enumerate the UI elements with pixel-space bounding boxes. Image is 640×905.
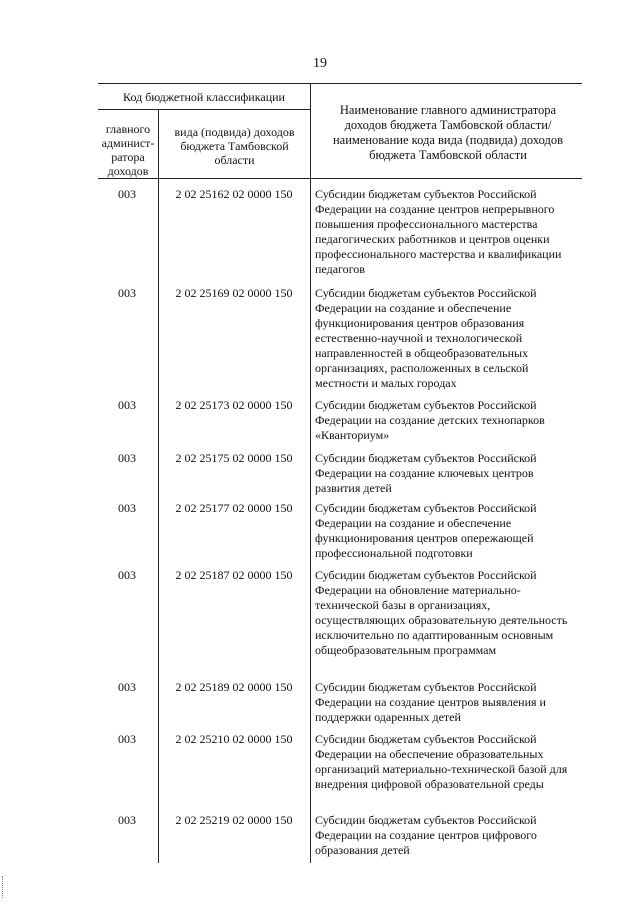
group-header-rule	[98, 109, 310, 110]
header-group-title: Код бюджетной классификации	[123, 90, 285, 104]
revenue-code-cell: 2 02 25162 02 0000 150	[175, 187, 293, 201]
col-divider-1	[158, 109, 159, 178]
revenue-name-cell: Субсидии бюджетам субъектов Российской Федерации на создание детских технопарков «Кванториум»	[315, 398, 545, 442]
header-name-column: Наименование главного администратора доходов бюджета Тамбовской области/наименование кода вида (подвида) доходов бюджета Тамбовской области	[332, 103, 563, 162]
scan-edge-mark	[2, 876, 6, 898]
revenue-code-cell: 2 02 25175 02 0000 150	[175, 451, 293, 465]
admin-code-cell: 003	[118, 680, 136, 694]
admin-code-cell: 003	[118, 813, 136, 827]
page-number: 19	[313, 56, 327, 71]
admin-code-cell: 003	[118, 568, 136, 582]
admin-code-cell: 003	[118, 187, 136, 201]
col-divider-2	[310, 83, 311, 863]
revenue-code-cell: 2 02 25187 02 0000 150	[175, 568, 293, 582]
table-top-rule	[98, 83, 582, 84]
revenue-name-cell: Субсидии бюджетам субъектов Российской Федерации на создание центров цифрового образования детей	[315, 813, 537, 857]
revenue-name-cell: Субсидии бюджетам субъектов Российской Федерации на создание ключевых центров развития детей	[315, 451, 537, 495]
admin-code-cell: 003	[118, 732, 136, 746]
admin-code-cell: 003	[118, 501, 136, 515]
revenue-code-cell: 2 02 25189 02 0000 150	[175, 680, 293, 694]
admin-code-cell: 003	[118, 286, 136, 300]
revenue-code-cell: 2 02 25210 02 0000 150	[175, 732, 293, 746]
admin-code-cell: 003	[118, 451, 136, 465]
header-admin-column: главного админист-ратора доходов	[101, 122, 155, 178]
revenue-name-cell: Субсидии бюджетам субъектов Российской Федерации на создание и обеспечение функционирования центров опережающей профессиональной подготовки	[315, 501, 537, 560]
budget-classification-table	[98, 83, 582, 863]
revenue-code-cell: 2 02 25177 02 0000 150	[175, 501, 293, 515]
revenue-name-cell: Субсидии бюджетам субъектов Российской Федерации на создание центров непрерывного повышения профессионального мастерства педагогических работников и центров оценки профессионального мастерства и квалификации педагогов	[315, 187, 562, 276]
revenue-name-cell: Субсидии бюджетам субъектов Российской Федерации на обновление материально-технической базы в организациях, осуществляющих образовательную деятельность исключительно по адаптированным основным общеобразовательным программам	[315, 568, 568, 657]
revenue-code-cell: 2 02 25219 02 0000 150	[175, 813, 293, 827]
header-bottom-rule	[98, 178, 582, 179]
revenue-code-cell: 2 02 25173 02 0000 150	[175, 398, 293, 412]
admin-code-cell: 003	[118, 398, 136, 412]
revenue-code-cell: 2 02 25169 02 0000 150	[175, 286, 293, 300]
col-divider-left	[158, 178, 159, 863]
revenue-name-cell: Субсидии бюджетам субъектов Российской Федерации на создание центров выявления и поддержки одаренных детей	[315, 680, 546, 724]
revenue-name-cell: Субсидии бюджетам субъектов Российской Федерации на создание и обеспечение функционирования центров образования естественно-научной и технологической направленностей в общеобразовательных организациях, расположенных в сельской местности и малых городах	[315, 286, 537, 390]
header-code-column: вида (подвида) доходов бюджета Тамбовской области	[174, 125, 295, 167]
revenue-name-cell: Субсидии бюджетам субъектов Российской Федерации на обеспечение образовательных организаций материально-технической базой для внедрения цифровой образовательной среды	[315, 732, 568, 791]
